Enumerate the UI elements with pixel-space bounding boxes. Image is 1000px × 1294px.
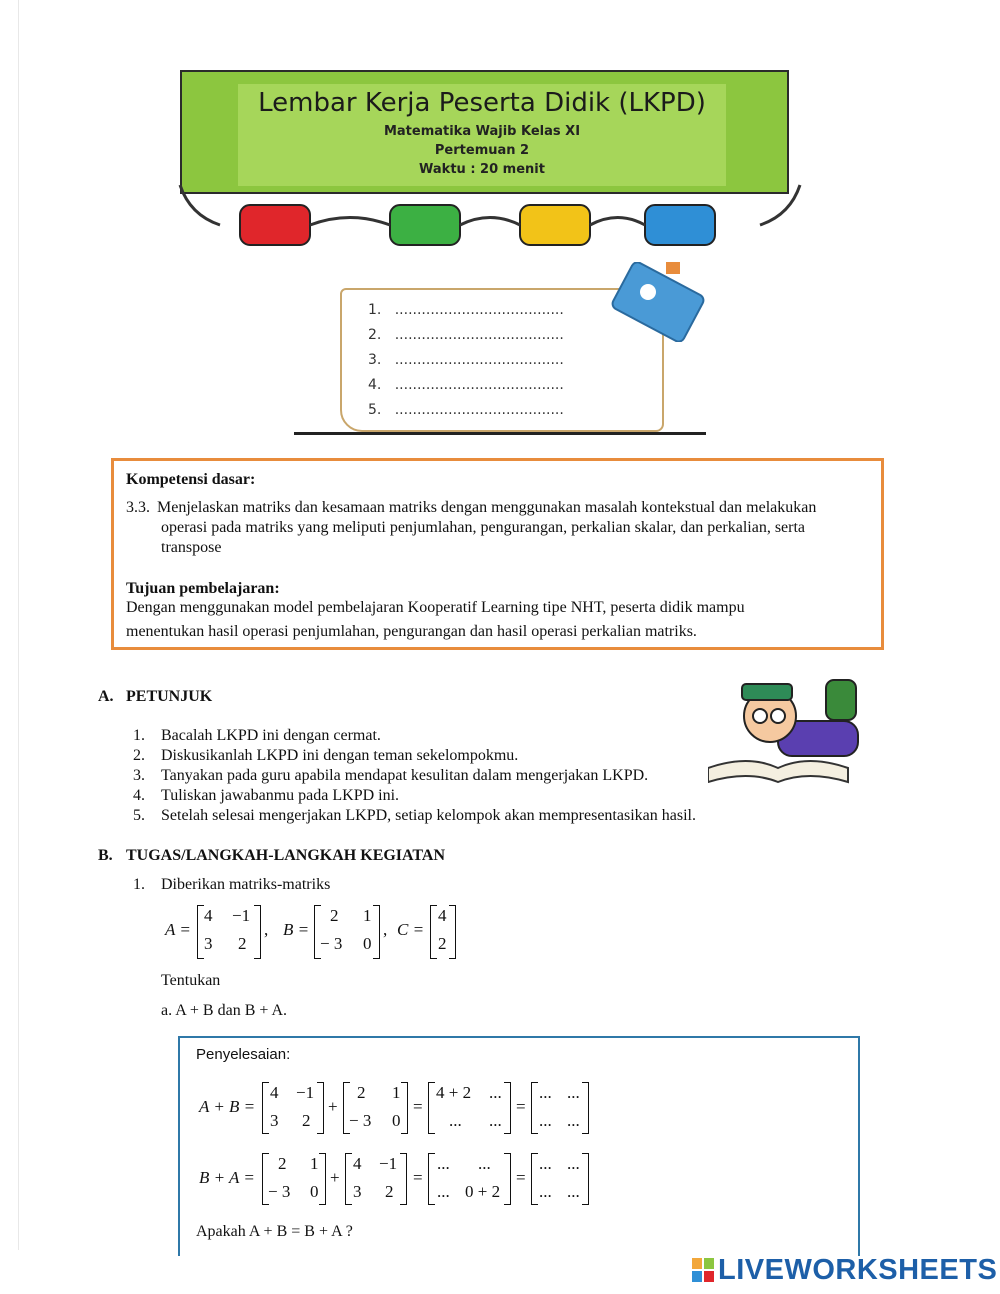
matrix-cell: 3 [353, 1182, 362, 1201]
matrix-bracket [319, 1153, 326, 1205]
comma: , [264, 920, 269, 939]
meeting-line: Pertemuan 2 [434, 143, 530, 158]
matrix-cell: 3 [204, 934, 213, 953]
matrix-cell: 0 [310, 1182, 319, 1201]
matrix-cell: −1 [232, 906, 251, 925]
matrix-bracket [428, 1082, 435, 1134]
instruction-text: Tanyakan pada guru apabila mendapat kesulitan dalam mengerjakan LKPD. [161, 767, 649, 784]
equals-sign: = [413, 1097, 423, 1116]
matrix-cell: 4 [438, 906, 447, 925]
matrix-cell: −1 [379, 1154, 398, 1173]
matrix-b-label: B = [283, 920, 310, 939]
kid-red-shirt [240, 205, 310, 245]
matrix-cell: 0 [363, 934, 372, 953]
matrix-cell: 1 [392, 1083, 401, 1102]
section-a-letter: A. [98, 688, 114, 705]
matrix-cell: ... [539, 1083, 552, 1102]
solution-label: Penyelesaian: [196, 1046, 291, 1063]
instruction-num: 1. [133, 727, 145, 744]
matrix-cell: ... [489, 1083, 502, 1102]
plus-sign: + [328, 1097, 338, 1116]
page-margin-line [18, 0, 19, 1250]
matrix-cell: 2 [278, 1154, 287, 1173]
instruction-num: 3. [133, 767, 145, 784]
question-1-number: 1. [133, 876, 145, 893]
matrix-bracket [428, 1153, 435, 1205]
matrix-bracket [582, 1153, 589, 1205]
matrix-bracket [582, 1082, 589, 1134]
instruction-num: 5. [133, 807, 145, 824]
instruction-text: Bacalah LKPD ini dengan cermat. [161, 727, 381, 744]
matrix-cell: 1 [310, 1154, 319, 1173]
member-row-2: 2. ...................................... [368, 327, 564, 343]
competency-line-2: operasi pada matriks yang meliputi penjumlahan, pengurangan, perkalian skalar, dan perkalian, serta [161, 519, 806, 536]
kid-green-shirt [390, 205, 460, 245]
matrix-cell: ... [567, 1083, 580, 1102]
determine-text: Tentukan [161, 972, 221, 989]
matrix-cell: ... [567, 1111, 580, 1130]
matrix-bracket [317, 1082, 324, 1134]
matrix-cell: 3 [270, 1111, 279, 1130]
competency-line-3: transpose [161, 539, 222, 556]
goal-line-1: Dengan menggunakan model pembelajaran Kooperatif Learning tipe NHT, peserta didik mampu [126, 599, 745, 616]
time-line: Waktu : 20 menit [419, 162, 545, 177]
matrix-bracket [262, 1082, 269, 1134]
reading-student-illustration [708, 676, 868, 786]
kid-yellow-shirt [520, 205, 590, 245]
matrix-a-label: A = [165, 920, 191, 939]
matrix-cell: 2 [330, 906, 339, 925]
equals-sign: = [516, 1097, 526, 1116]
matrix-cell: −1 [296, 1083, 315, 1102]
matrix-bracket [345, 1153, 352, 1205]
matrix-cell: ... [489, 1111, 502, 1130]
matrix-bracket [400, 1153, 407, 1205]
matrix-cell: ... [567, 1154, 580, 1173]
matrix-bracket [531, 1082, 538, 1134]
matrix-cell: ... [437, 1154, 450, 1173]
matrix-cell: 2 [385, 1182, 394, 1201]
instruction-text: Tuliskan jawabanmu pada LKPD ini. [161, 787, 400, 804]
section-b-title: TUGAS/LANGKAH-LANGKAH KEGIATAN [126, 847, 445, 864]
matrix-cell: 2 [238, 934, 247, 953]
member-row-3: 3. ...................................... [368, 352, 564, 368]
matrix-c-label: C = [397, 920, 425, 939]
matrix-cell: − 3 [349, 1111, 372, 1130]
member-row-1: 1. ...................................... [368, 302, 564, 318]
matrix-cell: ... [539, 1154, 552, 1173]
plus-sign: + [330, 1168, 340, 1187]
matrix-bracket [449, 905, 456, 959]
comma: , [383, 920, 388, 939]
matrix-cell: 4 [353, 1154, 362, 1173]
matrix-bracket [430, 905, 437, 959]
matrix-cell: 4 + 2 [436, 1083, 472, 1102]
matrix-bracket [504, 1082, 511, 1134]
equals-sign: = [516, 1168, 526, 1187]
matrix-bracket [197, 905, 204, 959]
part-a-text: a. A + B dan B + A. [161, 1002, 288, 1019]
row-2-label: B + A = [199, 1168, 255, 1187]
matrix-bracket [373, 905, 380, 959]
kid-blue-shirt [645, 205, 715, 245]
matrix-cell: ... [478, 1154, 491, 1173]
matrix-cell: 2 [302, 1111, 311, 1130]
matrix-cell: − 3 [320, 934, 343, 953]
equals-sign: = [413, 1168, 423, 1187]
matrix-cell: 2 [438, 934, 447, 953]
liveworksheets-logo-icon [692, 1258, 714, 1282]
matrix-cell: ... [437, 1182, 450, 1201]
member-row-4: 4. ...................................... [368, 377, 564, 393]
matrix-bracket [254, 905, 261, 959]
matrix-cell: ... [539, 1111, 552, 1130]
matrix-cell: 1 [363, 906, 372, 925]
member-row-5: 5. ...................................... [368, 402, 564, 418]
matrix-cell: − 3 [268, 1182, 291, 1201]
id-card-icon [606, 262, 711, 342]
matrix-cell: 2 [357, 1083, 366, 1102]
competency-line-1: Menjelaskan matriks dan kesamaan matriks dengan menggunakan masalah kontekstual dan melakukan [157, 499, 817, 516]
solution-question: Apakah A + B = B + A ? [196, 1223, 353, 1240]
matrix-cell: 4 [270, 1083, 279, 1102]
matrix-cell: 0 [392, 1111, 401, 1130]
kids-illustration [160, 175, 820, 255]
competency-heading: Kompetensi dasar: [126, 471, 256, 488]
matrix-cell: ... [567, 1182, 580, 1201]
instruction-text: Setelah selesai mengerjakan LKPD, setiap kelompok akan mempresentasikan hasil. [161, 807, 696, 824]
matrix-cell: 4 [204, 906, 213, 925]
question-1-text: Diberikan matriks-matriks [161, 876, 331, 893]
section-b-letter: B. [98, 847, 113, 864]
row-1-label: A + B = [199, 1097, 256, 1116]
subject-line: Matematika Wajib Kelas XI [383, 124, 581, 139]
liveworksheets-brand[interactable]: LIVEWORKSHEETS [718, 1254, 998, 1286]
matrix-cell: 0 + 2 [465, 1182, 501, 1201]
section-a-title: PETUNJUK [126, 688, 213, 705]
card-baseline [294, 432, 706, 435]
matrix-bracket [401, 1082, 408, 1134]
competency-number: 3.3. [126, 499, 150, 516]
matrix-bracket [504, 1153, 511, 1205]
instruction-num: 2. [133, 747, 145, 764]
matrix-cell: ... [539, 1182, 552, 1201]
instruction-text: Diskusikanlah LKPD ini dengan teman sekelompokmu. [161, 747, 519, 764]
goal-heading: Tujuan pembelajaran: [126, 580, 280, 597]
worksheet-title: Lembar Kerja Peserta Didik (LKPD) [258, 88, 706, 118]
instruction-num: 4. [133, 787, 145, 804]
goal-line-2: menentukan hasil operasi penjumlahan, pengurangan dan hasil operasi perkalian matriks. [126, 623, 697, 640]
matrix-cell: ... [449, 1111, 462, 1130]
matrix-bracket [531, 1153, 538, 1205]
